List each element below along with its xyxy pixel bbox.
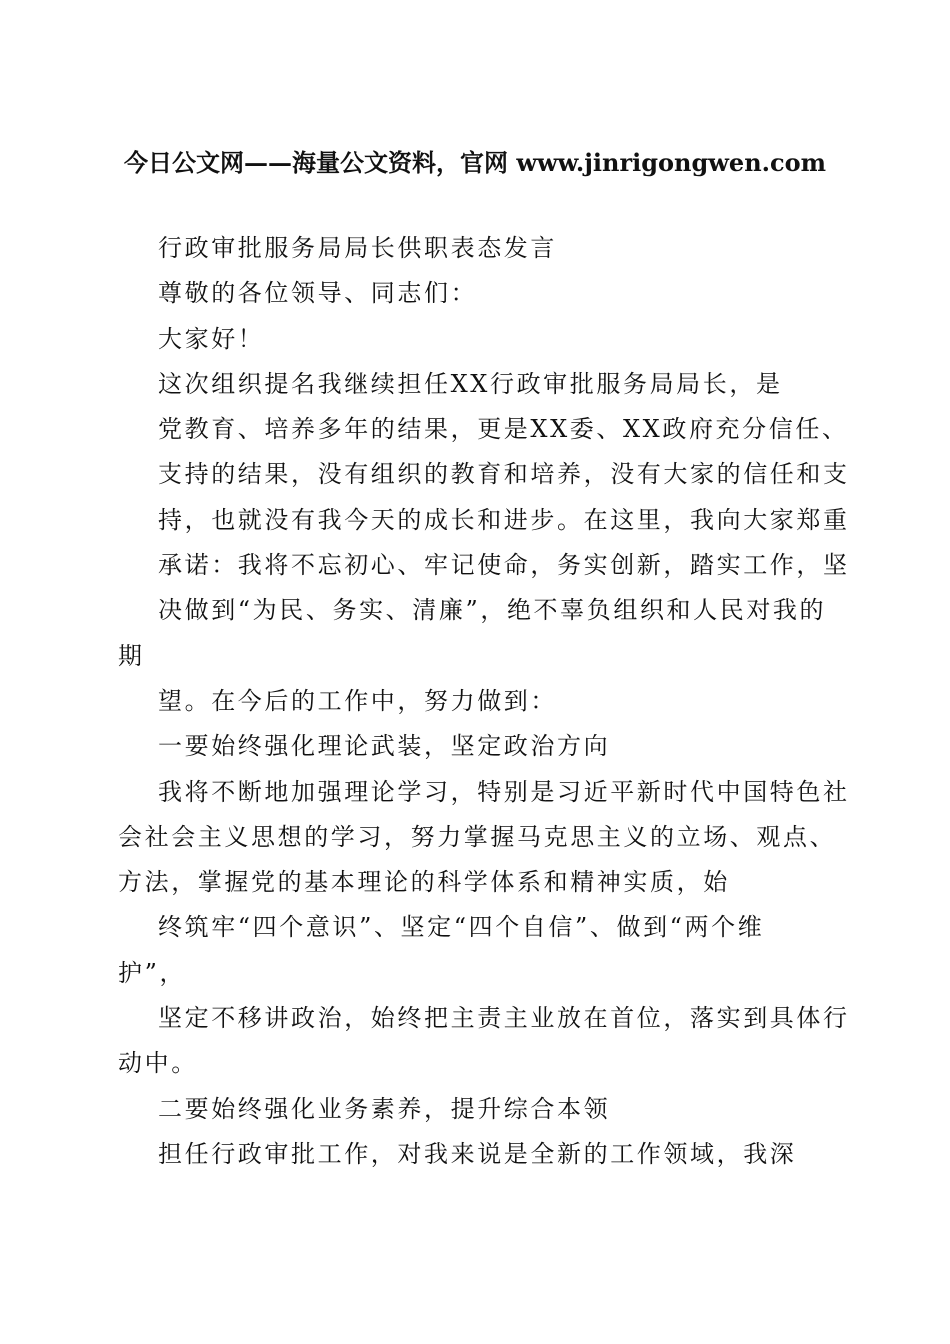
text-line: 决做到“为民、务实、清廉”，绝不辜负组织和人民对我的 xyxy=(158,596,827,625)
text-line: 持，也就没有我今天的成长和进步。在这里，我向大家郑重 xyxy=(158,505,850,534)
text-line: 望。在今后的工作中，努力做到： xyxy=(158,686,557,715)
document-body xyxy=(118,226,850,1177)
text-line: 承诺：我将不忘初心、牢记使命，务实创新，踏实工作，坚 xyxy=(158,551,850,580)
text-line: 终筑牢“四个意识”、坚定“四个自信”、做到“两个维 xyxy=(158,913,765,942)
text-line: 支持的结果，没有组织的教育和培养，没有大家的信任和支 xyxy=(158,460,850,489)
text-line: 担任行政审批工作，对我来说是全新的工作领域，我深 xyxy=(158,1139,797,1168)
text-line: 我将不断地加强理论学习，特别是习近平新时代中国特色社 xyxy=(158,777,850,806)
greeting: 大家好！ xyxy=(158,324,265,353)
text-line: 期 xyxy=(118,641,145,670)
document-title: 行政审批服务局局长供职表态发言 xyxy=(158,234,557,262)
section-heading-1: 一要始终强化理论武装，坚定政治方向 xyxy=(158,732,611,761)
text-line: 动中。 xyxy=(118,1049,198,1078)
text-line: 这次组织提名我继续担任XX行政审批服务局局长，是 xyxy=(158,369,783,398)
section-heading-2: 二要始终强化业务素养，提升综合本领 xyxy=(158,1094,611,1123)
text-line: 坚定不移讲政治，始终把主责主业放在首位，落实到具体行 xyxy=(158,1004,850,1033)
site-banner: 今日公文网——海量公文资料，官网 www.jinrigongwen.com xyxy=(123,148,827,177)
text-line: 方法，掌握党的基本理论的科学体系和精神实质，始 xyxy=(118,868,730,897)
salutation: 尊敬的各位领导、同志们： xyxy=(158,279,478,308)
text-line: 会社会主义思想的学习，努力掌握马克思主义的立场、观点、 xyxy=(118,822,837,851)
text-line: 护”， xyxy=(118,958,187,987)
text-line: 党教育、培养多年的结果，更是XX委、XX政府充分信任、 xyxy=(158,415,849,444)
